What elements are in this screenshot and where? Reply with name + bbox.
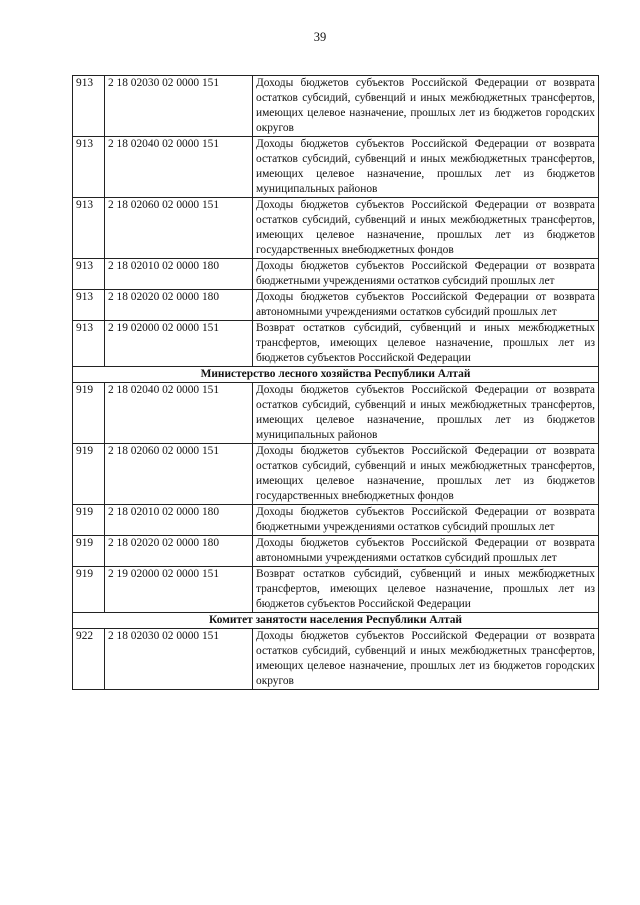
description-cell: Доходы бюджетов субъектов Российской Федерации от возврата остатков субсидий, субвенций и иных межбюджетных трансфертов, имеющих целевое назначение, прошлых лет из бюджетов городских округов [253, 629, 599, 690]
table-row [73, 259, 599, 290]
description-cell: Доходы бюджетов субъектов Российской Федерации от возврата автономными учреждениями остатков субсидий прошлых лет [253, 290, 599, 321]
revenue-code-cell: 2 18 02030 02 0000 151 [105, 76, 253, 137]
table-body [73, 76, 599, 690]
description-cell: Доходы бюджетов субъектов Российской Федерации от возврата остатков субсидий, субвенций и иных межбюджетных трансфертов, имеющих целевое назначение, прошлых лет из бюджетов государственных внебюджетных фондов [253, 198, 599, 259]
revenue-code-cell: 2 18 02060 02 0000 151 [105, 198, 253, 259]
table-row [73, 198, 599, 259]
revenue-code-cell: 2 18 02010 02 0000 180 [105, 505, 253, 536]
admin-code-cell: 919 [73, 505, 105, 536]
description-cell: Доходы бюджетов субъектов Российской Федерации от возврата остатков субсидий, субвенций и иных межбюджетных трансфертов, имеющих целевое назначение, прошлых лет из бюджетов муниципальных районов [253, 137, 599, 198]
revenue-code-cell: 2 18 02010 02 0000 180 [105, 259, 253, 290]
revenue-code-cell: 2 19 02000 02 0000 151 [105, 321, 253, 367]
description-cell: Доходы бюджетов субъектов Российской Федерации от возврата бюджетными учреждениями остатков субсидий прошлых лет [253, 505, 599, 536]
revenue-code-cell: 2 18 02040 02 0000 151 [105, 137, 253, 198]
page-number: 39 [313, 30, 327, 44]
revenue-code-cell: 2 18 02020 02 0000 180 [105, 536, 253, 567]
table-row [73, 536, 599, 567]
admin-code-cell: 913 [73, 290, 105, 321]
admin-code-cell: 913 [73, 259, 105, 290]
description-cell: Доходы бюджетов субъектов Российской Федерации от возврата остатков субсидий, субвенций и иных межбюджетных трансфертов, имеющих целевое назначение, прошлых лет из бюджетов государственных внебюджетных фондов [253, 444, 599, 505]
description-cell: Возврат остатков субсидий, субвенций и иных межбюджетных трансфертов, имеющих целевое назначение, прошлых лет из бюджетов субъектов Российской Федерации [253, 567, 599, 613]
description-cell: Возврат остатков субсидий, субвенций и иных межбюджетных трансфертов, имеющих целевое назначение, прошлых лет из бюджетов субъектов Российской Федерации [253, 321, 599, 367]
revenue-code-cell: 2 18 02030 02 0000 151 [105, 629, 253, 690]
description-cell: Доходы бюджетов субъектов Российской Федерации от возврата автономными учреждениями остатков субсидий прошлых лет [253, 536, 599, 567]
table-row [73, 629, 599, 690]
section-title: Министерство лесного хозяйства Республики Алтай [73, 367, 599, 383]
description-cell: Доходы бюджетов субъектов Российской Федерации от возврата бюджетными учреждениями остатков субсидий прошлых лет [253, 259, 599, 290]
table-row [73, 567, 599, 613]
table-row [73, 505, 599, 536]
table-row [73, 290, 599, 321]
admin-code-cell: 922 [73, 629, 105, 690]
table-row [73, 76, 599, 137]
admin-code-cell: 913 [73, 198, 105, 259]
table-row [73, 444, 599, 505]
admin-code-cell: 919 [73, 383, 105, 444]
table-row [73, 383, 599, 444]
table-row [73, 137, 599, 198]
admin-code-cell: 919 [73, 444, 105, 505]
admin-code-cell: 913 [73, 137, 105, 198]
description-cell: Доходы бюджетов субъектов Российской Федерации от возврата остатков субсидий, субвенций и иных межбюджетных трансфертов, имеющих целевое назначение, прошлых лет из бюджетов городских округов [253, 76, 599, 137]
admin-code-cell: 919 [73, 536, 105, 567]
revenue-codes-table [72, 75, 599, 690]
admin-code-cell: 913 [73, 321, 105, 367]
revenue-code-cell: 2 18 02020 02 0000 180 [105, 290, 253, 321]
section-header-row [73, 367, 599, 383]
revenue-code-cell: 2 18 02060 02 0000 151 [105, 444, 253, 505]
revenue-code-cell: 2 19 02000 02 0000 151 [105, 567, 253, 613]
description-cell: Доходы бюджетов субъектов Российской Федерации от возврата остатков субсидий, субвенций и иных межбюджетных трансфертов, имеющих целевое назначение, прошлых лет из бюджетов муниципальных районов [253, 383, 599, 444]
section-header-row [73, 613, 599, 629]
table-row [73, 321, 599, 367]
revenue-code-cell: 2 18 02040 02 0000 151 [105, 383, 253, 444]
admin-code-cell: 919 [73, 567, 105, 613]
section-title: Комитет занятости населения Республики Алтай [73, 613, 599, 629]
admin-code-cell: 913 [73, 76, 105, 137]
